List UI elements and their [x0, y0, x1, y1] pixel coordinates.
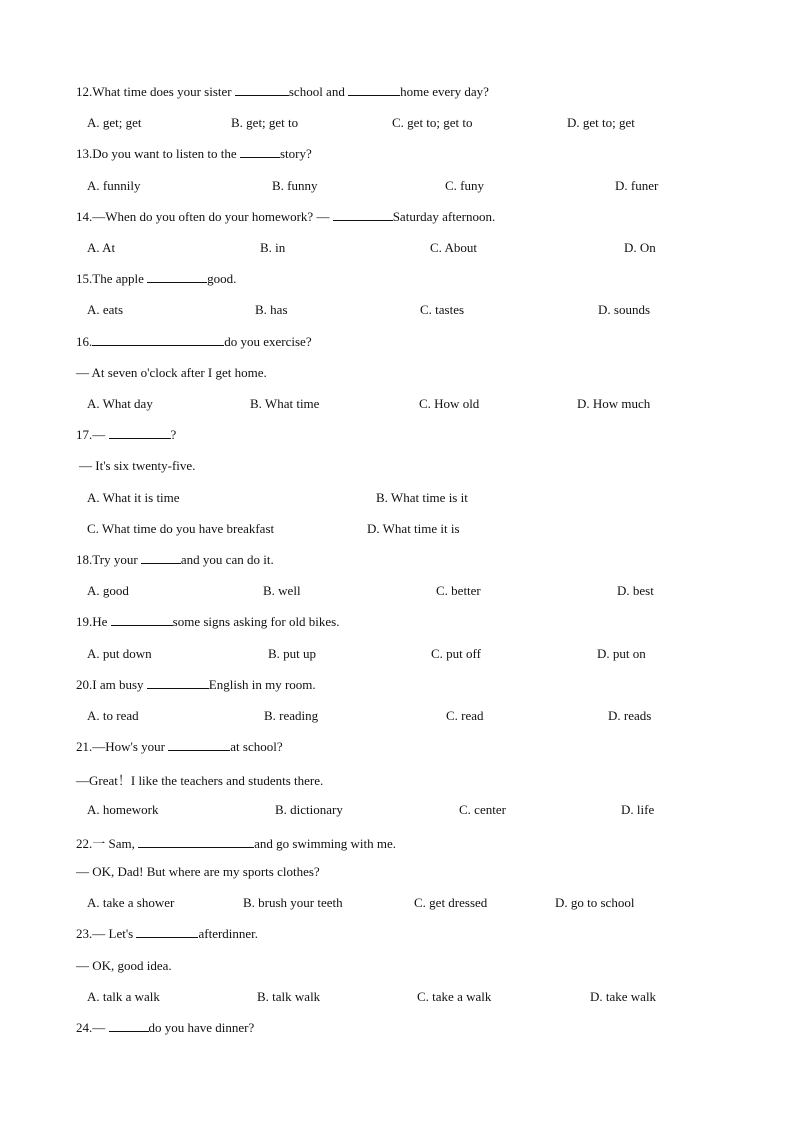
answer-option[interactable]: A. get; get: [87, 115, 142, 131]
answer-option[interactable]: A. put down: [87, 645, 152, 661]
answer-option[interactable]: D. How much: [577, 396, 651, 411]
question-text: 21.—How's your: [76, 739, 169, 755]
answer-blank[interactable]: [240, 146, 280, 158]
answer-option[interactable]: D. best: [617, 583, 654, 599]
answer-blank[interactable]: [141, 552, 181, 564]
answer-blank[interactable]: [92, 334, 224, 346]
answer-option[interactable]: C. read: [446, 708, 484, 723]
question-text: 19.He: [76, 614, 111, 630]
answer-option[interactable]: C. get dressed: [414, 895, 488, 911]
answer-blank[interactable]: [109, 1020, 149, 1032]
answer-option[interactable]: D. What time it is: [367, 520, 460, 536]
question-line: [76, 334, 312, 350]
answer-option[interactable]: C. take a walk: [417, 988, 492, 1004]
question-line: [76, 427, 176, 443]
question-text: 13.Do you want to listen to the: [76, 146, 240, 162]
answer-option[interactable]: B. What time is it: [376, 489, 468, 505]
question-text: some signs asking for old bikes.: [172, 614, 340, 630]
answer-option[interactable]: A. At: [87, 240, 116, 255]
answer-option[interactable]: A. homework: [87, 801, 159, 817]
dialogue-line: — OK, Dad! But where are my sports clothes?: [76, 864, 320, 879]
answer-option[interactable]: B. has: [255, 302, 288, 318]
question-text: 17.—: [76, 427, 109, 443]
answer-blank[interactable]: [136, 926, 198, 938]
answer-option[interactable]: D. go to school: [555, 895, 635, 911]
answer-option[interactable]: B. dictionary: [275, 801, 343, 817]
question-text: do you exercise?: [224, 333, 312, 349]
answer-option[interactable]: B. reading: [264, 708, 319, 723]
question-line: [76, 926, 258, 942]
answer-blank[interactable]: [147, 271, 207, 283]
question-line: [76, 84, 489, 100]
question-text: 16.: [76, 333, 93, 349]
answer-blank[interactable]: [111, 614, 173, 626]
answer-option[interactable]: D. get to; get: [567, 115, 635, 131]
question-line: [76, 271, 236, 287]
question-text: 22.一 Sam,: [76, 835, 139, 851]
question-text: Saturday afternoon.: [392, 208, 496, 224]
question-text: good.: [207, 271, 237, 287]
question-text: 23.— Let's: [76, 926, 137, 942]
answer-blank[interactable]: [168, 739, 230, 751]
answer-option[interactable]: C. funy: [445, 177, 484, 193]
answer-blank[interactable]: [235, 84, 289, 96]
answer-option[interactable]: D. take walk: [590, 988, 657, 1004]
question-text: and you can do it.: [180, 552, 274, 567]
dialogue-line: — It's six twenty-five.: [79, 458, 196, 474]
answer-option[interactable]: A. funnily: [87, 177, 141, 193]
answer-blank[interactable]: [333, 209, 393, 221]
answer-option[interactable]: B. in: [260, 240, 286, 255]
answer-option[interactable]: C. How old: [419, 396, 480, 411]
question-text: at school?: [230, 739, 283, 755]
question-text: 18.Try your: [76, 552, 141, 567]
question-line: [76, 1020, 254, 1036]
answer-option[interactable]: A. What day: [87, 396, 153, 411]
question-text: 14.—When do you often do your homework? —: [76, 208, 333, 224]
answer-blank[interactable]: [147, 677, 209, 689]
question-line: [76, 833, 396, 852]
answer-option[interactable]: B. well: [263, 583, 301, 599]
answer-option[interactable]: C. center: [459, 801, 506, 817]
answer-option[interactable]: C. put off: [431, 645, 481, 661]
answer-option[interactable]: D. reads: [608, 708, 652, 723]
dialogue-line: — At seven o'clock after I get home.: [76, 364, 267, 380]
question-text: home every day?: [400, 84, 489, 99]
answer-blank[interactable]: [138, 836, 254, 848]
question-text: 15.The apple: [76, 271, 148, 287]
question-line: [76, 146, 312, 162]
question-text: and go swimming with me.: [254, 835, 397, 851]
answer-option[interactable]: B. get; get to: [231, 115, 299, 131]
question-text: school and: [288, 84, 349, 99]
question-line: [76, 209, 495, 225]
dialogue-line: — OK, good idea.: [76, 957, 172, 973]
answer-option[interactable]: A. talk a walk: [87, 988, 160, 1004]
answer-option[interactable]: A. take a shower: [87, 895, 175, 911]
answer-option[interactable]: B. brush your teeth: [243, 895, 343, 911]
question-text: 12.What time does your sister: [76, 84, 235, 99]
answer-blank[interactable]: [109, 427, 171, 439]
question-line: [76, 552, 274, 568]
answer-option[interactable]: A. What it is time: [87, 489, 180, 505]
question-text: ?: [170, 427, 177, 443]
question-line: [76, 614, 340, 630]
question-text: English in my room.: [208, 676, 316, 692]
question-text: 20.I am busy: [76, 676, 147, 692]
answer-option[interactable]: A. good: [87, 583, 129, 599]
answer-option[interactable]: B. What time: [250, 396, 320, 411]
answer-option[interactable]: D. sounds: [598, 302, 651, 318]
question-line: [76, 739, 283, 755]
question-line: [76, 677, 316, 693]
answer-option[interactable]: C. tastes: [420, 302, 465, 318]
answer-option[interactable]: D. life: [621, 801, 655, 817]
answer-option[interactable]: D. On: [624, 240, 656, 255]
answer-option[interactable]: C. better: [436, 583, 481, 599]
answer-option[interactable]: C. get to; get to: [392, 115, 473, 131]
question-text: 24.—: [76, 1020, 109, 1035]
answer-blank[interactable]: [348, 84, 400, 96]
question-text: do you have dinner?: [148, 1020, 255, 1035]
answer-option[interactable]: C. About: [430, 240, 477, 255]
answer-option[interactable]: B. funny: [272, 177, 318, 193]
question-text: story?: [279, 146, 312, 162]
question-text: afterdinner.: [198, 926, 259, 942]
answer-option[interactable]: B. talk walk: [257, 988, 321, 1004]
answer-option[interactable]: A. eats: [87, 302, 124, 318]
dialogue-line: —Great！I like the teachers and students there.: [76, 773, 324, 789]
answer-option[interactable]: A. to read: [87, 708, 139, 723]
answer-option[interactable]: B. put up: [268, 645, 317, 661]
answer-option[interactable]: C. What time do you have breakfast: [87, 520, 275, 536]
answer-option[interactable]: D. funer: [615, 177, 659, 193]
answer-option[interactable]: D. put on: [597, 645, 646, 661]
